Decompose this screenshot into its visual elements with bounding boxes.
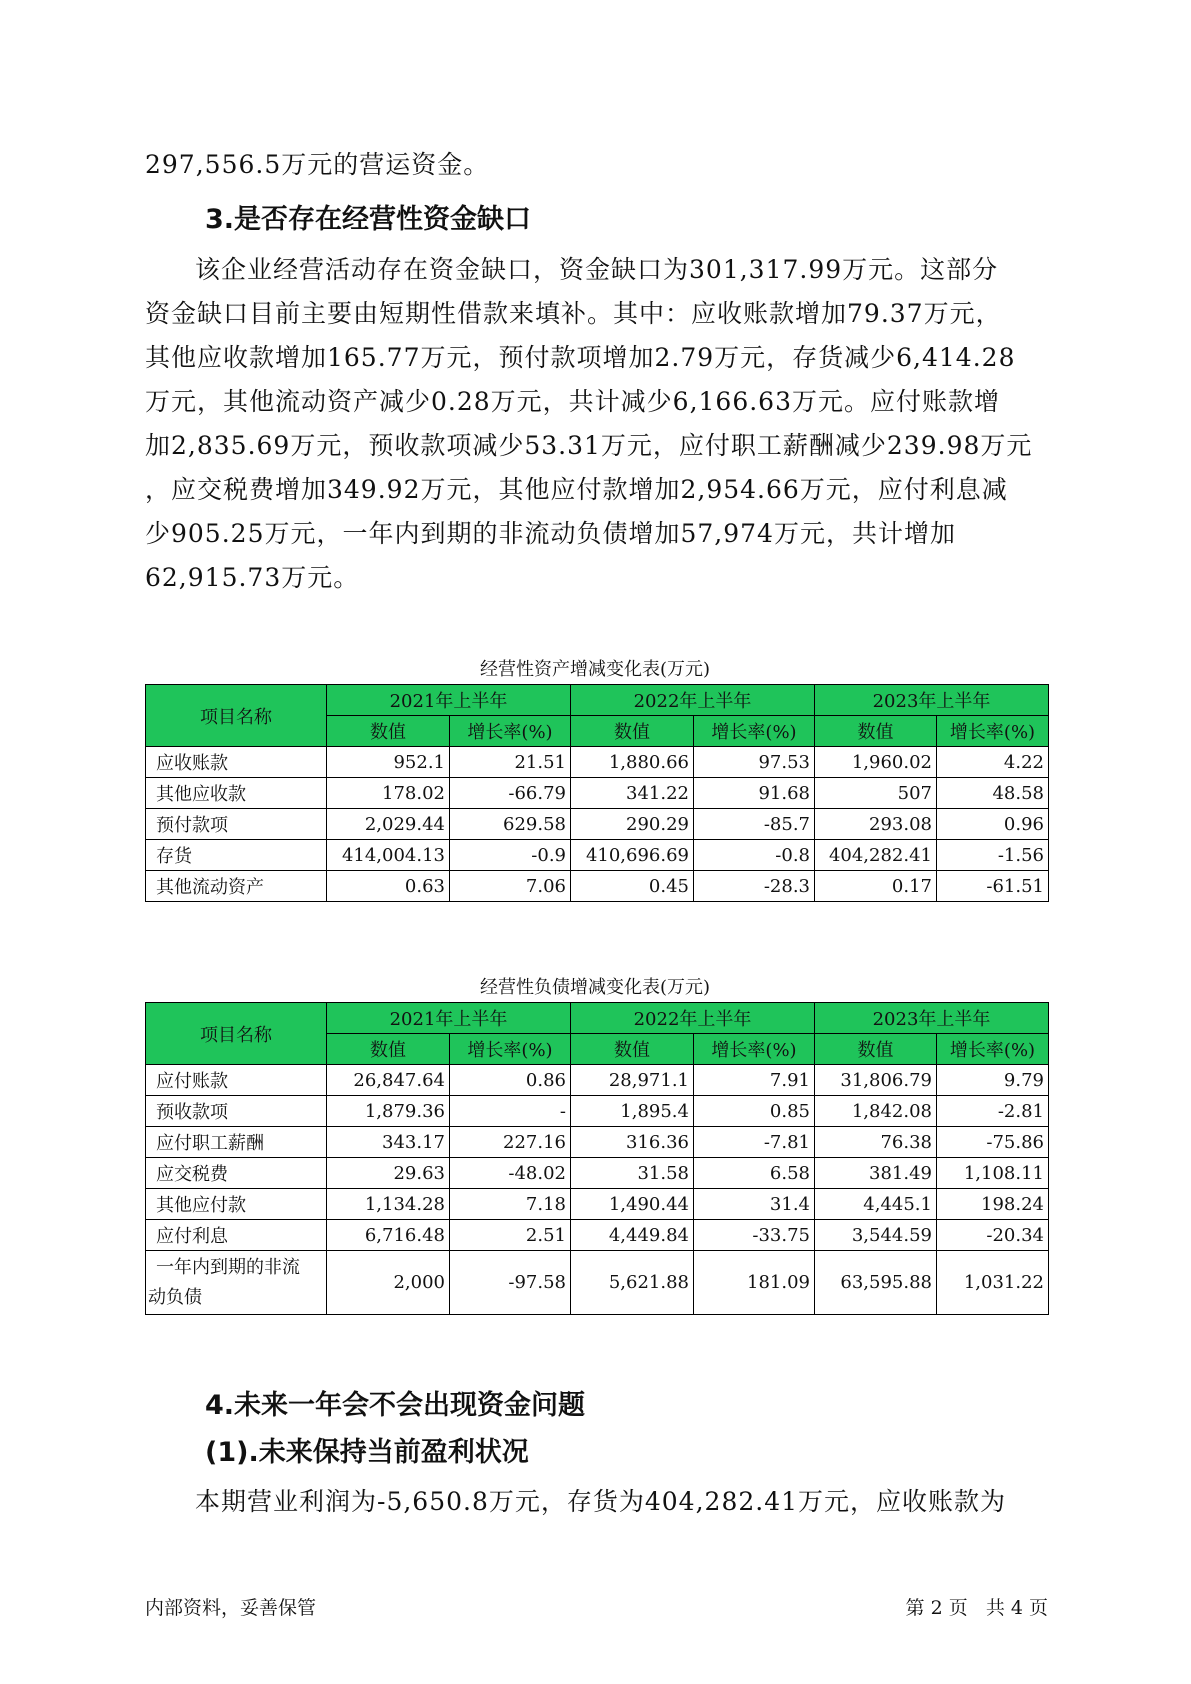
cell-value: 4,449.84 (571, 1220, 694, 1251)
cell-growth: -28.3 (694, 871, 815, 902)
row-label: 应付利息 (146, 1220, 327, 1251)
cell-growth: 2.51 (450, 1220, 571, 1251)
column-header-value: 数值 (327, 716, 450, 747)
cell-value: 76.38 (815, 1127, 937, 1158)
column-header-period: 2021年上半年 (327, 685, 571, 716)
footer-page-number: 第 2 页 共 4 页 (905, 1597, 1048, 1619)
cell-growth: 198.24 (937, 1189, 1049, 1220)
table-row (146, 1127, 1049, 1158)
cell-value: 1,960.02 (815, 747, 937, 778)
row-label: 其他应收款 (146, 778, 327, 809)
column-header-period: 2021年上半年 (327, 1003, 571, 1034)
cell-value: 0.17 (815, 871, 937, 902)
intro-paragraph (145, 143, 1045, 187)
text-line: 本期营业利润为-5,650.8万元，存货为404,282.41万元，应收账款为 (195, 1487, 1007, 1516)
cell-value: 381.49 (815, 1158, 937, 1189)
column-header-value: 数值 (815, 1034, 937, 1065)
column-header-period: 2023年上半年 (815, 1003, 1049, 1034)
cell-value: 28,971.1 (571, 1065, 694, 1096)
liability-table-caption: 经营性负债增减变化表(万元) (479, 977, 711, 998)
cell-value: 1,879.36 (327, 1096, 450, 1127)
column-header-value: 数值 (815, 716, 937, 747)
cell-value: 31,806.79 (815, 1065, 937, 1096)
cell-growth: 91.68 (694, 778, 815, 809)
cell-value: 2,029.44 (327, 809, 450, 840)
column-header-growth: 增长率(%) (937, 1034, 1049, 1065)
table-row (146, 840, 1049, 871)
table-row (146, 1096, 1049, 1127)
cell-growth: 9.79 (937, 1065, 1049, 1096)
cell-growth: -7.81 (694, 1127, 815, 1158)
cell-value: 1,842.08 (815, 1096, 937, 1127)
row-label: 其他流动资产 (146, 871, 327, 902)
cell-growth: 181.09 (694, 1251, 815, 1315)
table-row (146, 809, 1049, 840)
cell-growth: -2.81 (937, 1096, 1049, 1127)
cell-growth: 97.53 (694, 747, 815, 778)
section-4-paragraph (145, 1480, 1045, 1524)
text-line: 62,915.73万元。 (145, 563, 360, 592)
cell-growth: 7.18 (450, 1189, 571, 1220)
row-label: 预收款项 (146, 1096, 327, 1127)
row-label: 应付职工薪酬 (146, 1127, 327, 1158)
cell-value: 0.63 (327, 871, 450, 902)
text-line: ，应交税费增加349.92万元，其他应付款增加2,954.66万元，应付利息减 (145, 475, 1008, 504)
row-label-line: 一年内到期的非流 (156, 1256, 300, 1278)
cell-value: 3,544.59 (815, 1220, 937, 1251)
cell-value: 410,696.69 (571, 840, 694, 871)
table-row (146, 747, 1049, 778)
column-header-value: 数值 (327, 1034, 450, 1065)
footer-confidential-note: 内部资料，妥善保管 (145, 1597, 317, 1619)
section-3-paragraph (145, 248, 1045, 600)
column-header-item-name: 项目名称 (146, 1003, 327, 1065)
table-row (146, 1189, 1049, 1220)
cell-value: 952.1 (327, 747, 450, 778)
cell-growth: - (450, 1096, 571, 1127)
cell-value: 29.63 (327, 1158, 450, 1189)
cell-growth: 0.85 (694, 1096, 815, 1127)
liability-change-table (145, 1002, 1049, 1315)
cell-growth: -1.56 (937, 840, 1049, 871)
asset-table-caption: 经营性资产增减变化表(万元) (479, 659, 711, 680)
column-header-growth: 增长率(%) (937, 716, 1049, 747)
column-header-value: 数值 (571, 716, 694, 747)
column-header-period: 2023年上半年 (815, 685, 1049, 716)
cell-growth: 6.58 (694, 1158, 815, 1189)
asset-change-table (145, 684, 1049, 902)
cell-value: 1,134.28 (327, 1189, 450, 1220)
text-line: 297,556.5万元的营运资金。 (145, 150, 490, 179)
table-row (146, 1251, 1049, 1315)
row-label: 存货 (146, 840, 327, 871)
cell-growth: -0.8 (694, 840, 815, 871)
row-label: 应付账款 (146, 1065, 327, 1096)
cell-growth: 0.96 (937, 809, 1049, 840)
row-label: 应交税费 (146, 1158, 327, 1189)
cell-growth: 7.06 (450, 871, 571, 902)
cell-growth: -97.58 (450, 1251, 571, 1315)
cell-growth: 227.16 (450, 1127, 571, 1158)
table-row (146, 1065, 1049, 1096)
cell-value: 2,000 (327, 1251, 450, 1315)
cell-growth: 1,108.11 (937, 1158, 1049, 1189)
cell-value: 5,621.88 (571, 1251, 694, 1315)
cell-value: 178.02 (327, 778, 450, 809)
cell-growth: -61.51 (937, 871, 1049, 902)
cell-value: 26,847.64 (327, 1065, 450, 1096)
column-header-period: 2022年上半年 (571, 685, 815, 716)
section-3-heading: 3.是否存在经营性资金缺口 (205, 204, 532, 235)
cell-value: 1,880.66 (571, 747, 694, 778)
cell-value: 290.29 (571, 809, 694, 840)
text-line: 资金缺口目前主要由短期性借款来填补。其中：应收账款增加79.37万元， (145, 299, 1002, 328)
cell-growth: -20.34 (937, 1220, 1049, 1251)
text-line: 其他应收款增加165.77万元，预付款项增加2.79万元，存货减少6,414.28 (145, 343, 1016, 372)
cell-growth: -85.7 (694, 809, 815, 840)
row-label: 其他应付款 (146, 1189, 327, 1220)
cell-growth: 21.51 (450, 747, 571, 778)
column-header-item-name: 项目名称 (146, 685, 327, 747)
cell-value: 6,716.48 (327, 1220, 450, 1251)
row-label: 应收账款 (146, 747, 327, 778)
cell-value: 414,004.13 (327, 840, 450, 871)
text-line: 加2,835.69万元，预收款项减少53.31万元，应付职工薪酬减少239.98万元 (145, 431, 1033, 460)
cell-value: 341.22 (571, 778, 694, 809)
column-header-growth: 增长率(%) (450, 1034, 571, 1065)
row-label-line: 动负债 (148, 1286, 202, 1308)
cell-growth: 7.91 (694, 1065, 815, 1096)
row-label (146, 1251, 327, 1315)
table-row (146, 1158, 1049, 1189)
table-row (146, 1220, 1049, 1251)
section-4-heading: 4.未来一年会不会出现资金问题 (205, 1390, 586, 1421)
column-header-growth: 增长率(%) (694, 716, 815, 747)
cell-value: 404,282.41 (815, 840, 937, 871)
column-header-growth: 增长率(%) (450, 716, 571, 747)
column-header-value: 数值 (571, 1034, 694, 1065)
cell-growth: -33.75 (694, 1220, 815, 1251)
cell-value: 507 (815, 778, 937, 809)
cell-value: 4,445.1 (815, 1189, 937, 1220)
text-line: 万元，其他流动资产减少0.28万元，共计减少6,166.63万元。应付账款增 (145, 387, 1000, 416)
section-4-subheading: (1).未来保持当前盈利状况 (205, 1437, 529, 1468)
column-header-period: 2022年上半年 (571, 1003, 815, 1034)
table-row (146, 871, 1049, 902)
cell-growth: 0.86 (450, 1065, 571, 1096)
cell-growth: 48.58 (937, 778, 1049, 809)
cell-value: 63,595.88 (815, 1251, 937, 1315)
cell-value: 316.36 (571, 1127, 694, 1158)
cell-value: 1,490.44 (571, 1189, 694, 1220)
cell-growth: 4.22 (937, 747, 1049, 778)
cell-growth: -48.02 (450, 1158, 571, 1189)
cell-growth: 629.58 (450, 809, 571, 840)
cell-growth: 1,031.22 (937, 1251, 1049, 1315)
cell-growth: -75.86 (937, 1127, 1049, 1158)
cell-growth: -0.9 (450, 840, 571, 871)
cell-growth: -66.79 (450, 778, 571, 809)
cell-value: 1,895.4 (571, 1096, 694, 1127)
text-line: 该企业经营活动存在资金缺口，资金缺口为301,317.99万元。这部分 (195, 255, 999, 284)
column-header-growth: 增长率(%) (694, 1034, 815, 1065)
cell-value: 343.17 (327, 1127, 450, 1158)
cell-growth: 31.4 (694, 1189, 815, 1220)
text-line: 少905.25万元，一年内到期的非流动负债增加57,974万元，共计增加 (145, 519, 956, 548)
row-label: 预付款项 (146, 809, 327, 840)
table-row (146, 778, 1049, 809)
cell-value: 31.58 (571, 1158, 694, 1189)
cell-value: 293.08 (815, 809, 937, 840)
cell-value: 0.45 (571, 871, 694, 902)
